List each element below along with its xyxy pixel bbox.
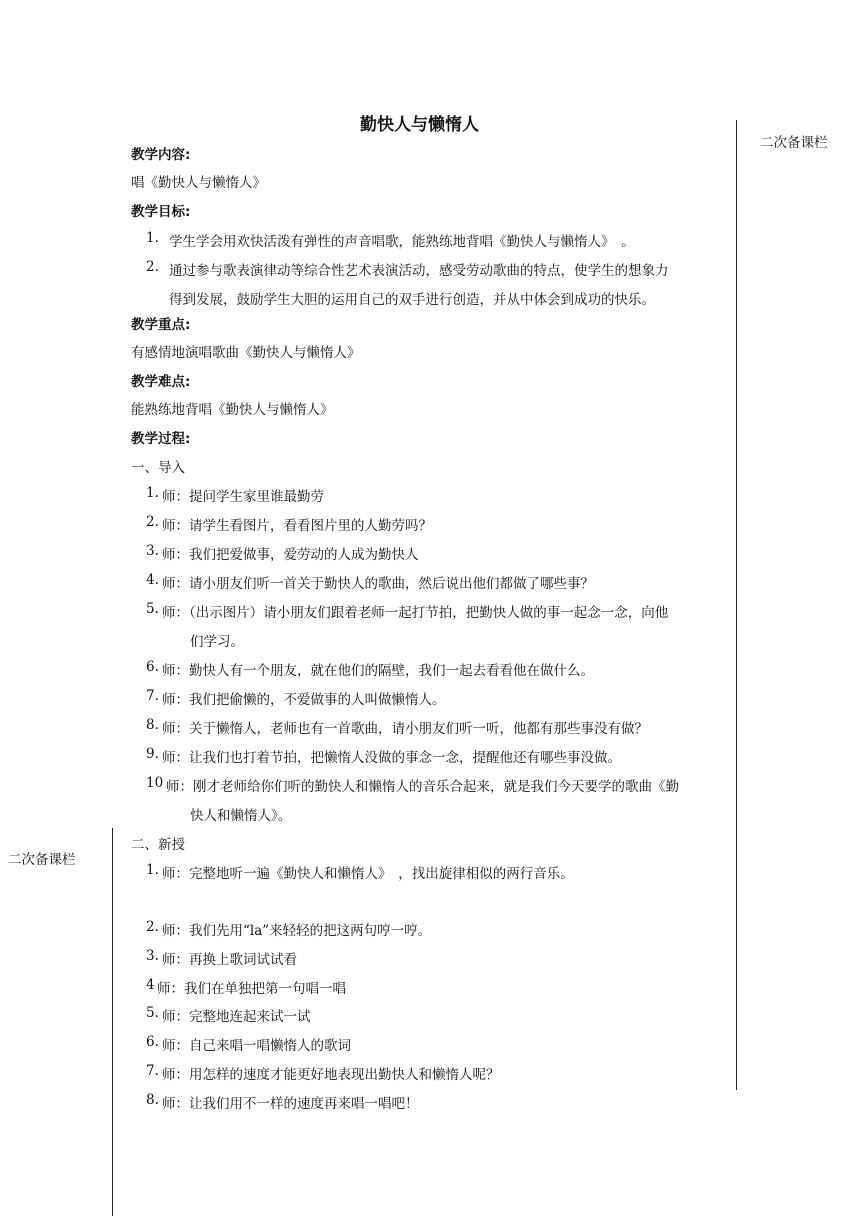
step-num: 4 — [146, 977, 155, 993]
step-num: 9. — [146, 746, 159, 762]
step-num: 3. — [146, 948, 159, 964]
goal-item-num: 1. — [146, 230, 159, 246]
step-text: 师：完整地听一遍《勤快人和懒惰人》 ，找出旋律相似的两行音乐。 — [162, 866, 574, 882]
step-num: 1. — [146, 485, 159, 501]
step-text: 师：让我们也打着节拍，把懒惰人没做的事念一念，提醒他还有哪些事没做。 — [162, 750, 621, 766]
step-text: 师：请学生看图片，看看图片里的人勤劳吗？ — [162, 518, 432, 534]
step-text: 师：完整地连起来试一试 — [162, 1009, 311, 1025]
goal-item-line: 得到发展，鼓励学生大胆的运用自己的双手进行创造，并从中体会到成功的快乐。 — [169, 292, 655, 308]
step-num: 10 — [146, 775, 164, 791]
page-title: 勤快人与懒惰人 — [360, 115, 479, 135]
step-text: 师：我们把偷懒的，不爱做事的人叫做懒惰人。 — [162, 692, 446, 708]
step-text: 师：关于懒惰人，老师也有一首歌曲，请小朋友们听一听，他都有那些事没有做？ — [162, 721, 648, 737]
step-text-cont: 们学习。 — [190, 634, 244, 650]
step-text: 师：我们把爱做事，爱劳动的人成为勤快人 — [162, 547, 419, 563]
step-text: 师：自己来唱一唱懒惰人的歌词 — [162, 1038, 351, 1054]
step-num: 2. — [146, 514, 159, 530]
side-note-left: 二次备课栏 — [8, 852, 76, 868]
step-text: 师：我们先用“la”来轻轻的把这两句哼一哼。 — [162, 923, 432, 939]
step-num: 2. — [146, 919, 159, 935]
goal-item-num: 2. — [146, 259, 159, 275]
step-num: 7. — [146, 688, 159, 704]
step-text: 师：请小朋友们听一首关于勤快人的歌曲，然后说出他们都做了哪些事？ — [162, 576, 594, 592]
step-num: 7. — [146, 1063, 159, 1079]
content-text: 唱《勤快人与懒惰人》 — [131, 175, 266, 191]
goals-heading: 教学目标: — [131, 204, 191, 220]
step-text: 师：用怎样的速度才能更好地表现出勤快人和懒惰人呢？ — [162, 1067, 500, 1083]
keypoint-text: 有感情地演唱歌曲《勤快人与懒惰人》 — [131, 345, 361, 361]
step-text: 师：刚才老师给你们听的勤快人和懒惰人的音乐合起来，就是我们今天要学的歌曲《勤 — [166, 779, 679, 795]
step-num: 3. — [146, 543, 159, 559]
section1-title: 一、导入 — [131, 460, 185, 476]
content-heading: 教学内容: — [131, 147, 191, 163]
right-margin-line — [736, 120, 737, 1090]
step-num: 6. — [146, 1034, 159, 1050]
step-text: 师：（出示图片）请小朋友们跟着老师一起打节拍，把勤快人做的事一起念一念，向他 — [162, 605, 669, 621]
step-text: 师：让我们用不一样的速度再来唱一唱吧！ — [162, 1096, 419, 1112]
side-note-right: 二次备课栏 — [760, 135, 828, 151]
step-num: 5. — [146, 601, 159, 617]
step-num: 6. — [146, 659, 159, 675]
difficulty-text: 能熟练地背唱《勤快人与懒惰人》 — [131, 402, 334, 418]
goal-item-line: 学生学会用欢快活泼有弹性的声音唱歌，能熟练地背唱《勤快人与懒惰人》 。 — [169, 234, 635, 250]
step-text: 师：勤快人有一个朋友，就在他们的隔壁，我们一起去看看他在做什么。 — [162, 663, 594, 679]
difficulty-heading: 教学难点: — [131, 374, 191, 390]
step-num: 8. — [146, 717, 159, 733]
step-text-cont: 快人和懒惰人》。 — [190, 808, 292, 824]
left-margin-line — [112, 828, 113, 1216]
step-text: 师：提问学生家里谁最勤劳 — [162, 489, 324, 505]
step-num: 8. — [146, 1092, 159, 1108]
goal-item-line: 通过参与歌表演律动等综合性艺术表演活动，感受劳动歌曲的特点，使学生的想象力 — [169, 263, 669, 279]
step-num: 1. — [146, 862, 159, 878]
step-text: 师：我们在单独把第一句唱一唱 — [157, 981, 346, 997]
section2-title: 二、新授 — [131, 837, 185, 853]
process-heading: 教学过程: — [131, 431, 191, 447]
step-text: 师：再换上歌词试试看 — [162, 952, 297, 968]
step-num: 4. — [146, 572, 159, 588]
step-num: 5. — [146, 1005, 159, 1021]
keypoint-heading: 教学重点: — [131, 317, 191, 333]
